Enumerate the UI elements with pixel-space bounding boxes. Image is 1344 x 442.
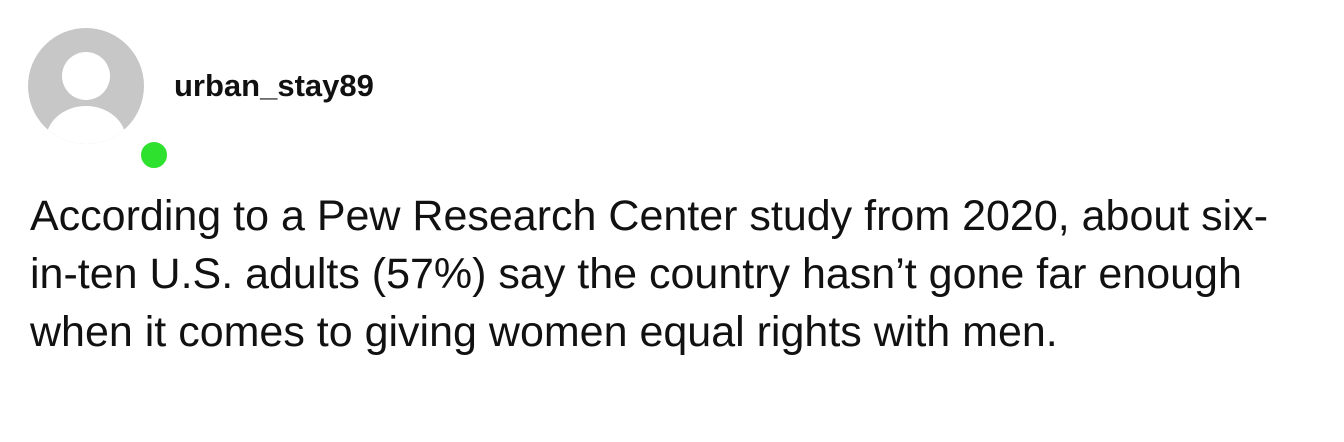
online-status-dot (138, 139, 170, 171)
avatar[interactable] (28, 28, 144, 144)
username[interactable]: urban_stay89 (174, 68, 374, 103)
default-user-avatar-icon (28, 28, 144, 144)
post-body: According to a Pew Research Center study from 2020, about six-in-ten U.S. adults (57%) say the country hasn’t gone far enough when it comes to giving women equal rights with men. (30, 192, 1269, 356)
